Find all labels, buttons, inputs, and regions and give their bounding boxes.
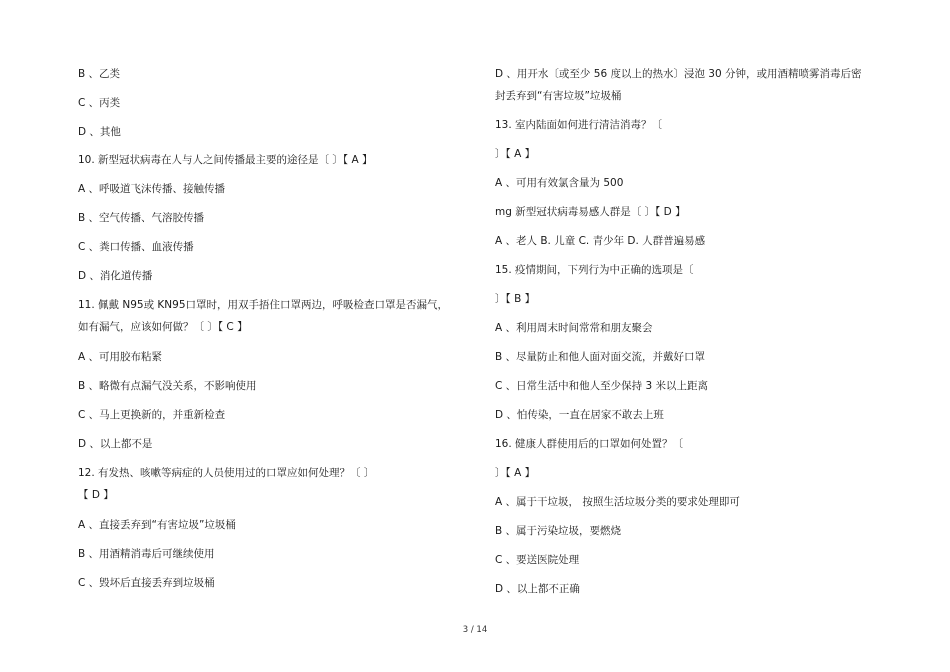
text-line: D 、以上都不是: [78, 438, 153, 450]
text-line: A 、属于干垃圾， 按照生活垃圾分类的要求处理即可: [495, 496, 740, 508]
text-line: 〕【 A 】: [495, 148, 536, 160]
text-line: D 、怕传染，一直在居家不敢去上班: [495, 409, 664, 421]
question-16: 16. 健康人群使用后的口罩如何处置？〔: [495, 438, 684, 450]
text-line: C 、粪口传播、血液传播: [78, 241, 194, 253]
text-line: C 、要送医院处理: [495, 554, 580, 566]
text-line: C 、马上更换新的，并重新检查: [78, 409, 226, 421]
text-line: A 、老人 B. 儿童 C. 青少年 D. 人群普遍易感: [495, 235, 706, 247]
text-line: A 、呼吸道飞沫传播、接触传播: [78, 183, 226, 195]
text-line: C 、毁坏后直接丢弃到垃圾桶: [78, 577, 215, 589]
text-line: 〕【 A 】: [495, 467, 536, 479]
text-line: B 、属于污染垃圾，要燃烧: [495, 525, 622, 537]
text-line: B 、尽量防止和他人面对面交流，并戴好口罩: [495, 351, 706, 363]
text-line: B 、略微有点漏气没关系，不影响使用: [78, 380, 257, 392]
text-line: 〕【 B 】: [495, 293, 536, 305]
text-line: D 、用开水〔或至少 56 度以上的热水〕浸泡 30 分钟，或用酒精喷雾消毒后密: [495, 68, 862, 80]
question-11: 11. 佩戴 N95或 KN95口罩时，用双手捂住口罩两边，呼吸检查口罩是否漏气，: [78, 299, 449, 311]
text-line: D 、其他: [78, 126, 121, 138]
question-13: 13. 室内陆面如何进行清洁消毒？〔: [495, 119, 663, 131]
text-line: mg 新型冠状病毒易感人群是〔 〕【 D 】: [495, 206, 686, 218]
text-line: C 、日常生活中和他人至少保持 3 米以上距离: [495, 380, 709, 392]
question-10: 10. 新型冠状病毒在人与人之间传播最主要的途径是〔 〕【 A 】: [78, 154, 373, 166]
text-line: B 、空气传播、气溶胶传播: [78, 212, 205, 224]
text-line: D 、以上都不正确: [495, 583, 580, 595]
text-line: 如有漏气，应该如何做？〔 〕【 C 】: [78, 321, 248, 333]
text-line: B 、乙类: [78, 68, 121, 80]
text-line: C 、丙类: [78, 97, 121, 109]
text-line: 【 D 】: [78, 489, 114, 501]
text-line: A 、可用胶布粘紧: [78, 351, 163, 363]
text-line: B 、用酒精消毒后可继续使用: [78, 548, 215, 560]
text-line: A 、利用周末时间常常和朋友聚会: [495, 322, 653, 334]
text-line: D 、消化道传播: [78, 270, 153, 282]
page-number: 3 / 14: [462, 625, 488, 635]
question-12: 12. 有发热、咳嗽等病症的人员使用过的口罩应如何处理？〔 〕: [78, 467, 375, 479]
text-line: 封丢弃到“有害垃圾”垃圾桶: [495, 90, 622, 102]
question-15: 15. 疫情期间，下列行为中正确的选项是〔: [495, 264, 694, 276]
text-line: A 、可用有效氯含量为 500: [495, 177, 624, 189]
text-line: A 、直接丢弃到“有害垃圾”垃圾桶: [78, 519, 236, 531]
